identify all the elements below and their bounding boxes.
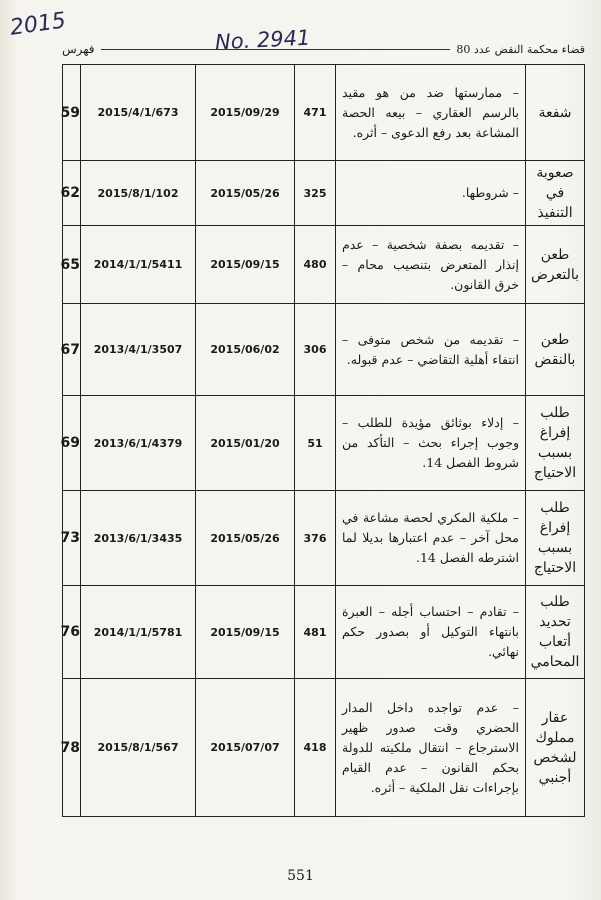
row-page: 78 — [63, 679, 81, 817]
table-row — [63, 161, 585, 226]
row-page: 73 — [63, 491, 81, 586]
running-header — [62, 40, 585, 58]
row-page: 65 — [63, 226, 81, 304]
table-row — [63, 396, 585, 491]
row-text: – ملكية المكري لحصة مشاعة في محل آخر – عدم اعتبارها بديلا لما اشترطه الفصل 14. — [336, 491, 526, 586]
row-decision-number: 418 — [295, 679, 336, 817]
row-file-number: 2014/1/1/5781 — [81, 586, 196, 679]
journal-title: قضاء محكمة النقض عدد 80 — [456, 42, 585, 56]
table-row — [63, 226, 585, 304]
row-decision-number: 481 — [295, 586, 336, 679]
index-label: فهرس — [62, 42, 95, 56]
row-date: 2015/05/26 — [196, 491, 295, 586]
row-file-number: 2013/4/1/3507 — [81, 304, 196, 396]
row-subject: طلب إفراغ بسبب الاحتياج — [526, 491, 585, 586]
table-row — [63, 586, 585, 679]
row-text: – تقديمه من شخص متوفى – انتفاء أهلية التقاضي – عدم قبوله. — [336, 304, 526, 396]
row-date: 2015/01/20 — [196, 396, 295, 491]
row-decision-number: 480 — [295, 226, 336, 304]
row-date: 2015/09/29 — [196, 65, 295, 161]
row-file-number: 2015/4/1/673 — [81, 65, 196, 161]
row-text: – عدم تواجده داخل المدار الحضري وقت صدور ظهير الاسترجاع – انتقال ملكيته للدولة بحكم القانون – عدم القيام بإجراءات نقل الملكية – أثره. — [336, 679, 526, 817]
row-page: 59 — [63, 65, 81, 161]
row-text: – تقادم – احتساب أجله – العبرة بانتهاء التوكيل أو بصدور حكم نهائي. — [336, 586, 526, 679]
handwritten-year: 2015 — [8, 8, 68, 41]
row-decision-number: 51 — [295, 396, 336, 491]
row-file-number: 2013/6/1/4379 — [81, 396, 196, 491]
row-page: 62 — [63, 161, 81, 226]
row-text: – تقديمه بصفة شخصية – عدم إنذار المتعرض بتنصيب محام – خرق القانون. — [336, 226, 526, 304]
row-decision-number: 306 — [295, 304, 336, 396]
page-number: 551 — [287, 868, 314, 884]
table-row — [63, 65, 585, 161]
table-row — [63, 491, 585, 586]
row-date: 2015/09/15 — [196, 226, 295, 304]
row-date: 2015/05/26 — [196, 161, 295, 226]
row-file-number: 2015/8/1/567 — [81, 679, 196, 817]
row-decision-number: 325 — [295, 161, 336, 226]
row-date: 2015/06/02 — [196, 304, 295, 396]
row-subject: طعن بالنقض — [526, 304, 585, 396]
row-decision-number: 376 — [295, 491, 336, 586]
row-date: 2015/07/07 — [196, 679, 295, 817]
row-page: 67 — [63, 304, 81, 396]
row-subject: طلب إفراغ بسبب الاحتياج — [526, 396, 585, 491]
table-row — [63, 304, 585, 396]
row-file-number: 2014/1/1/5411 — [81, 226, 196, 304]
row-file-number: 2013/6/1/3435 — [81, 491, 196, 586]
index-table — [62, 64, 585, 817]
table-row — [63, 679, 585, 817]
row-text: – ممارستها ضد من هو مقيد بالرسم العقاري – بيعه الحصة المشاعة بعد رفع الدعوى – أثره. — [336, 65, 526, 161]
row-text: – إدلاء بوثائق مؤيدة للطلب – وجوب إجراء بحث – التأكد من شروط الفصل 14. — [336, 396, 526, 491]
header-rule — [101, 49, 451, 50]
row-date: 2015/09/15 — [196, 586, 295, 679]
row-subject: طعن بالتعرض — [526, 226, 585, 304]
row-file-number: 2015/8/1/102 — [81, 161, 196, 226]
row-decision-number: 471 — [295, 65, 336, 161]
row-subject: شفعة — [526, 65, 585, 161]
handwritten-number: No. 2941 — [214, 25, 311, 55]
row-page: 69 — [63, 396, 81, 491]
row-subject: صعوبة في التنفيذ — [526, 161, 585, 226]
row-page: 76 — [63, 586, 81, 679]
row-subject: عقار مملوك لشخص أجنبي — [526, 679, 585, 817]
row-text: – شروطها. — [336, 161, 526, 226]
row-subject: طلب تحديد أتعاب المحامي — [526, 586, 585, 679]
